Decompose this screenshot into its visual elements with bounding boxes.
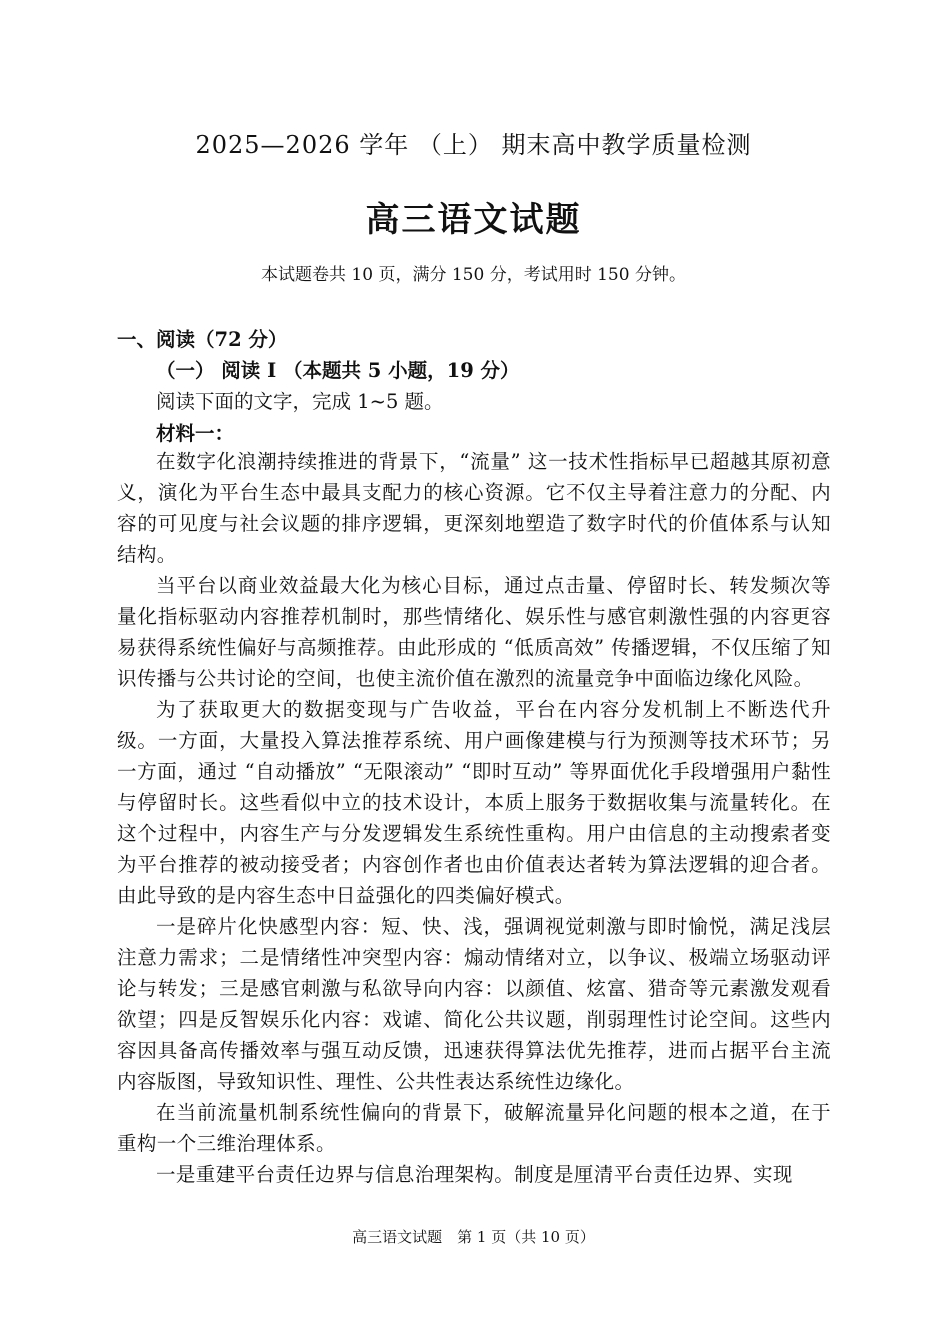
paragraph: 在数字化浪潮持续推进的背景下，“流量” 这一技术性指标早已超越其原初意义，演化为平台生态中最具支配力的核心资源。它不仅主导着注意力的分配、内容的可见度与社会议题的排序逻辑，更深刻地塑造了数字时代的价值体系与认知结构。 <box>117 450 831 566</box>
section-title: 一、阅读（72 分） <box>117 328 288 351</box>
paragraph: 一是碎片化快感型内容：短、快、浅，强调视觉刺激与即时愉悦，满足浅层注意力需求；二是情绪性冲突型内容：煽动情绪对立，以争议、极端立场驱动评论与转发；三是感官刺激与私欲导向内容：以颜值、炫富、猎奇等元素激发观看欲望；四是反智娱乐化内容：戏谑、简化公共议题，削弱理性讨论空间。这些内容因具备高传播效率与强互动反馈，迅速获得算法优先推荐，进而占据平台主流内容版图，导致知识性、理性、公共性表达系统性边缘化。 <box>117 915 831 1093</box>
exam-title: 2025—2026 学年 （上） 期末高中教学质量检测 <box>195 131 752 159</box>
paper-title: 高三语文试题 <box>365 200 582 240</box>
subsection-title: （一） 阅读 I （本题共 5 小题，19 分） <box>156 359 520 382</box>
paragraph: 当平台以商业效益最大化为核心目标，通过点击量、停留时长、转发频次等量化指标驱动内容推荐机制时，那些情绪化、娱乐性与感官刺激性强的内容更容易获得系统性偏好与高频推荐。由此形成的 “低质高效” 传播逻辑，不仅压缩了知识传播与公共讨论的空间，也使主流价值在激烈的流量竞争中面临边缘化风险。 <box>117 574 831 690</box>
material-label: 材料一： <box>156 422 235 445</box>
paragraph: 一是重建平台责任边界与信息治理架构。制度是厘清平台责任边界、实现 <box>156 1163 793 1186</box>
material-body <box>117 446 831 1190</box>
reading-instruction: 阅读下面的文字，完成 1~5 题。 <box>156 390 444 413</box>
exam-info: 本试题卷共 10 页，满分 150 分，考试用时 150 分钟。 <box>261 265 686 285</box>
paragraph: 在当前流量机制系统性偏向的背景下，破解流量异化问题的根本之道，在于重构一个三维治理体系。 <box>117 1101 831 1155</box>
paragraph: 为了获取更大的数据变现与广告收益，平台在内容分发机制上不断迭代升级。一方面，大量投入算法推荐系统、用户画像建模与行为预测等技术环节；另一方面，通过 “自动播放” “无限滚动” “即时互动” 等界面优化手段增强用户黏性与停留时长。这些看似中立的技术设计，本质上服务于数据收集与流量转化。在这个过程中，内容生产与分发逻辑发生系统性重构。用户由信息的主动搜索者变为平台推荐的被动接受者；内容创作者也由价值表达者转为算法逻辑的迎合者。由此导致的是内容生态中日益强化的四类偏好模式。 <box>117 698 831 907</box>
page-footer: 高三语文试题 第 1 页（共 10 页） <box>352 1228 595 1246</box>
